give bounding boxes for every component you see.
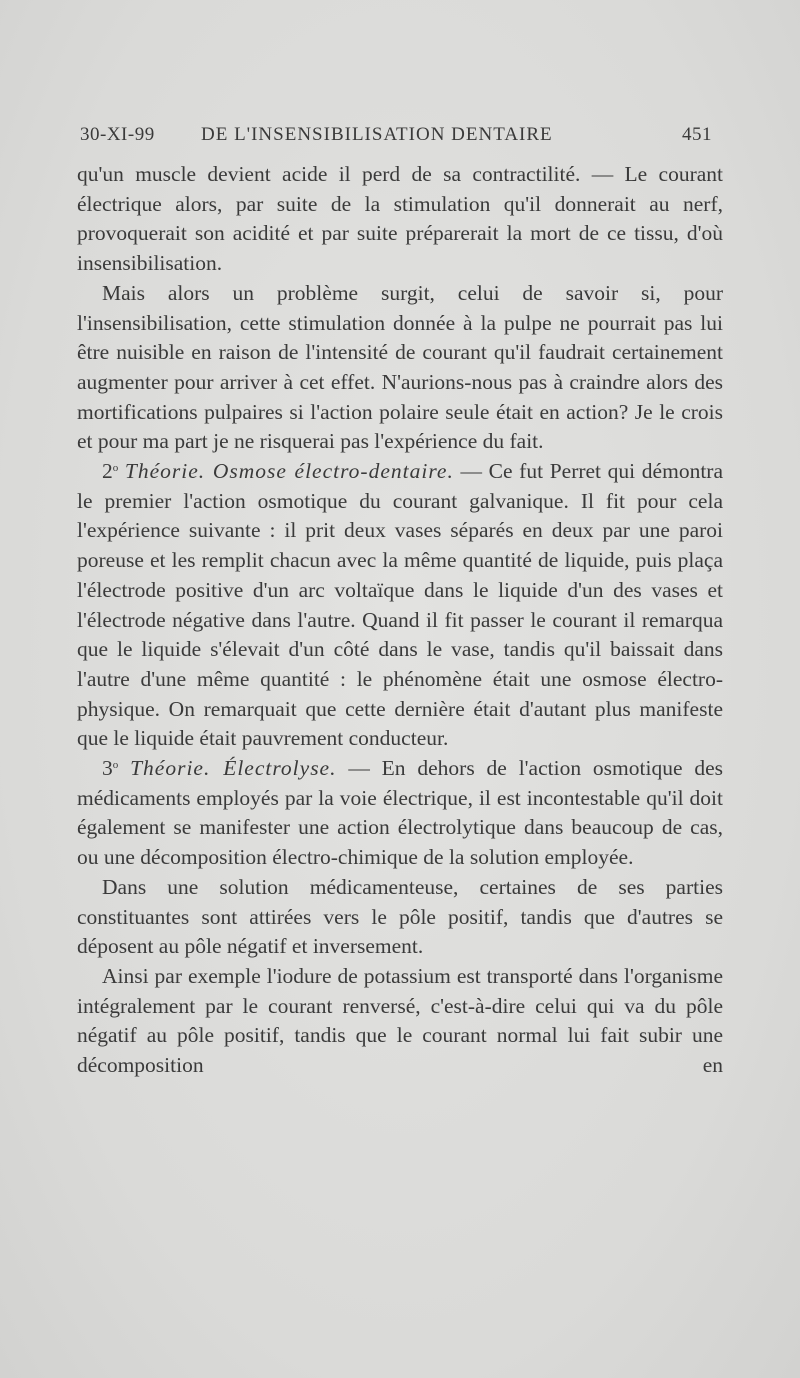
section-paragraph-electrolyse xyxy=(77,754,723,873)
page-number: 451 xyxy=(682,124,712,145)
paragraph: Dans une solution médicamenteuse, certaines de ses parties constituantes sont attirées vers le pôle positif, tandis que d'autres se déposent au pôle négatif et inversement. xyxy=(77,874,723,959)
degree-sign: o xyxy=(112,759,119,772)
degree-sign: o xyxy=(112,462,119,475)
paragraph-continuation: qu'un muscle devient acide il perd de sa contractilité. — Le courant électrique alors, par suite de la stimulation qu'il donnerait au nerf, provoquerait son acidité et par suite préparerait la mort de ce tissu, d'où insensibilisation. xyxy=(77,162,723,276)
section-heading: Théorie. Électrolyse. xyxy=(130,756,337,781)
paragraph: Mais alors un problème surgit, celui de savoir si, pour l'insensibilisation, cette stimulation donnée à la pulpe ne pourrait pas lui être nuisible en raison de l'intensité de courant qu'il faudrait certainement augmenter pour arriver à cet effet. N'aurions-nous pas à craindre alors des mortifications pulpaires si l'action polaire seule était en action? Je le crois et pour ma part je ne risquerai pas l'expérience du fait. xyxy=(77,280,723,454)
section-number: 2 xyxy=(102,459,113,484)
section-paragraph-osmose xyxy=(77,457,723,754)
section-text: — En dehors de l'action osmotique des médicaments employés par la voie électrique, il est incontestable qu'il doit également se manifester une action électrolytique dans beaucoup de cas, ou une décomposition électro-chimique de la solution employée. xyxy=(77,756,723,870)
header-date: 30-XI-99 xyxy=(80,124,155,145)
section-text: — Ce fut Perret qui démontra le premier l'action osmotique du courant galvanique. Il fit pour cela l'expérience suivante : il prit deux vases séparés en deux par une paroi poreuse et les remplit chacun avec la même quantité de liquide, puis plaça l'électrode positive d'un arc voltaïque dans le liquide d'un des vases et l'électrode négative dans l'autre. Quand il fit passer le courant il remarqua que le liquide s'élevait d'un côté dans le vase, tandis qu'il baissait dans l'autre d'une même quantité : le phénomène était une osmose électro-physique. On remarquait que cette dernière était d'autant plus manifeste que le liquide était pauvrement conducteur. xyxy=(77,459,723,751)
section-heading: Théorie. Osmose électro-dentaire. xyxy=(124,459,454,484)
paragraph: Ainsi par exemple l'iodure de potassium est transporté dans l'organisme intégralement par le courant renversé, c'est-à-dire celui qui va du pôle négatif au pôle positif, tandis que le courant normal lui fait subir une décomposition en xyxy=(77,963,723,1078)
body-text xyxy=(77,160,723,1081)
section-number: 3 xyxy=(102,756,113,781)
running-title: DE L'INSENSIBILISATION DENTAIRE xyxy=(201,124,553,145)
running-header xyxy=(80,124,720,150)
